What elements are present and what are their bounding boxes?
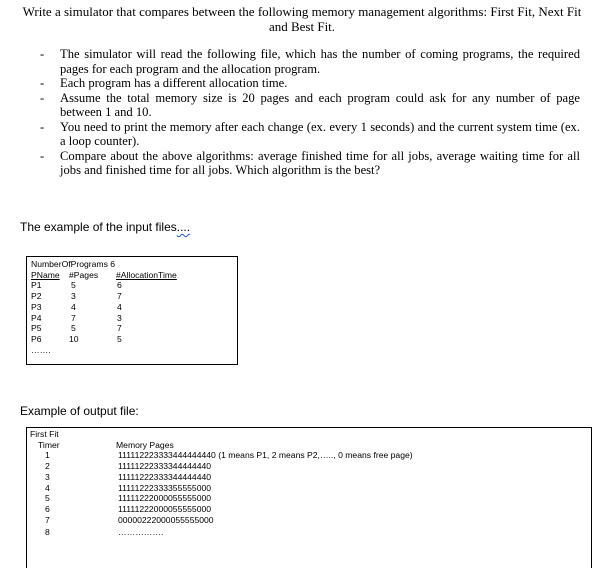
requirement-item — [40, 76, 580, 91]
input-example-heading — [20, 220, 190, 234]
program-name: P3 — [31, 301, 42, 312]
output-example-heading: Example of output file: — [20, 404, 139, 418]
program-pages: 10 — [69, 333, 79, 344]
program-name: P1 — [31, 280, 42, 291]
program-alloc-time: 7 — [117, 291, 122, 302]
program-pages: 4 — [71, 301, 76, 312]
bullet-marker: - — [40, 76, 45, 90]
memory-pages-value: 11111222333344444440 — [118, 461, 212, 472]
requirements-list — [40, 47, 580, 178]
requirement-text: Each program has a different allocation time. — [60, 76, 288, 90]
timer-value: 4 — [45, 482, 50, 493]
timer-value: 6 — [45, 503, 50, 514]
program-name: P4 — [31, 312, 42, 323]
program-alloc-time: 6 — [117, 280, 122, 291]
bullet-marker: - — [40, 119, 45, 134]
requirement-text: The simulator will read the following file, which has the number of coming programs, the required pages for each program and the allocation program. — [60, 47, 580, 76]
bullet-marker: - — [40, 90, 45, 105]
column-header-pname: PName — [31, 269, 60, 280]
program-name: P5 — [31, 323, 42, 334]
output-file-content — [30, 429, 586, 563]
timer-value: 3 — [45, 471, 50, 482]
program-name: P6 — [31, 333, 42, 344]
program-alloc-time: 4 — [117, 301, 122, 312]
timer-value: 8 — [45, 527, 50, 537]
input-heading-trail: .... — [176, 220, 191, 234]
program-pages: 7 — [71, 312, 76, 323]
timer-value: 1 — [45, 450, 50, 461]
requirement-text: Assume the total memory size is 20 pages and each program could ask for any number of page between 1 and 10. — [60, 90, 580, 119]
bullet-marker: - — [40, 148, 45, 163]
assignment-title: Write a simulator that compares between the following memory management algorithms: First Fit, Next Fit and Best Fit. — [22, 4, 582, 34]
requirement-item — [40, 91, 580, 120]
input-heading-text: The example of the input files — [20, 220, 177, 234]
timer-value: 2 — [45, 461, 50, 472]
program-alloc-time: 3 — [117, 312, 122, 323]
program-pages: 3 — [71, 291, 76, 302]
memory-pages-value: 00000222000055555000 — [118, 514, 214, 525]
requirement-item — [40, 47, 580, 76]
algorithm-name: First Fit — [30, 429, 59, 439]
memory-pages-value: 11111222000055555000 — [118, 503, 212, 514]
requirement-item — [40, 120, 580, 149]
program-name: P2 — [31, 291, 42, 302]
column-header-pages: #Pages — [69, 269, 99, 280]
program-pages: 5 — [71, 280, 76, 291]
program-pages: 5 — [71, 323, 76, 334]
requirement-item — [40, 149, 580, 178]
memory-pages-value: 11111222333355555000 — [118, 482, 212, 493]
input-file-content — [31, 259, 231, 359]
column-header-allocation-time: #AllocationTime — [116, 269, 177, 280]
requirement-text: Compare about the above algorithms: average finished time for all jobs, average waiting time for all jobs and finished time for all jobs. Which algorithm is the best? — [60, 148, 580, 177]
column-header-timer: Timer — [38, 439, 60, 450]
program-alloc-time: 5 — [117, 333, 122, 344]
timer-value: 5 — [45, 493, 50, 504]
timer-value: 7 — [45, 514, 50, 525]
memory-pages-value: 111112223333444444440 (1 means P1, 2 means P2,….., 0 means free page) — [118, 450, 413, 461]
requirement-text: You need to print the memory after each change (ex. every 1 seconds) and the current system time (ex. a loop counter). — [60, 119, 580, 148]
input-ellipsis: ……. — [31, 345, 51, 355]
memory-pages-value: 11111222000055555000 — [118, 493, 212, 504]
memory-pages-value: ……………. — [118, 527, 164, 537]
program-alloc-time: 7 — [117, 323, 122, 334]
bullet-marker: - — [40, 47, 45, 61]
column-header-memory: Memory Pages — [116, 439, 174, 450]
program-count-line: NumberOfPrograms 6 — [31, 259, 116, 269]
memory-pages-value: 11111222333344444440 — [118, 471, 212, 482]
